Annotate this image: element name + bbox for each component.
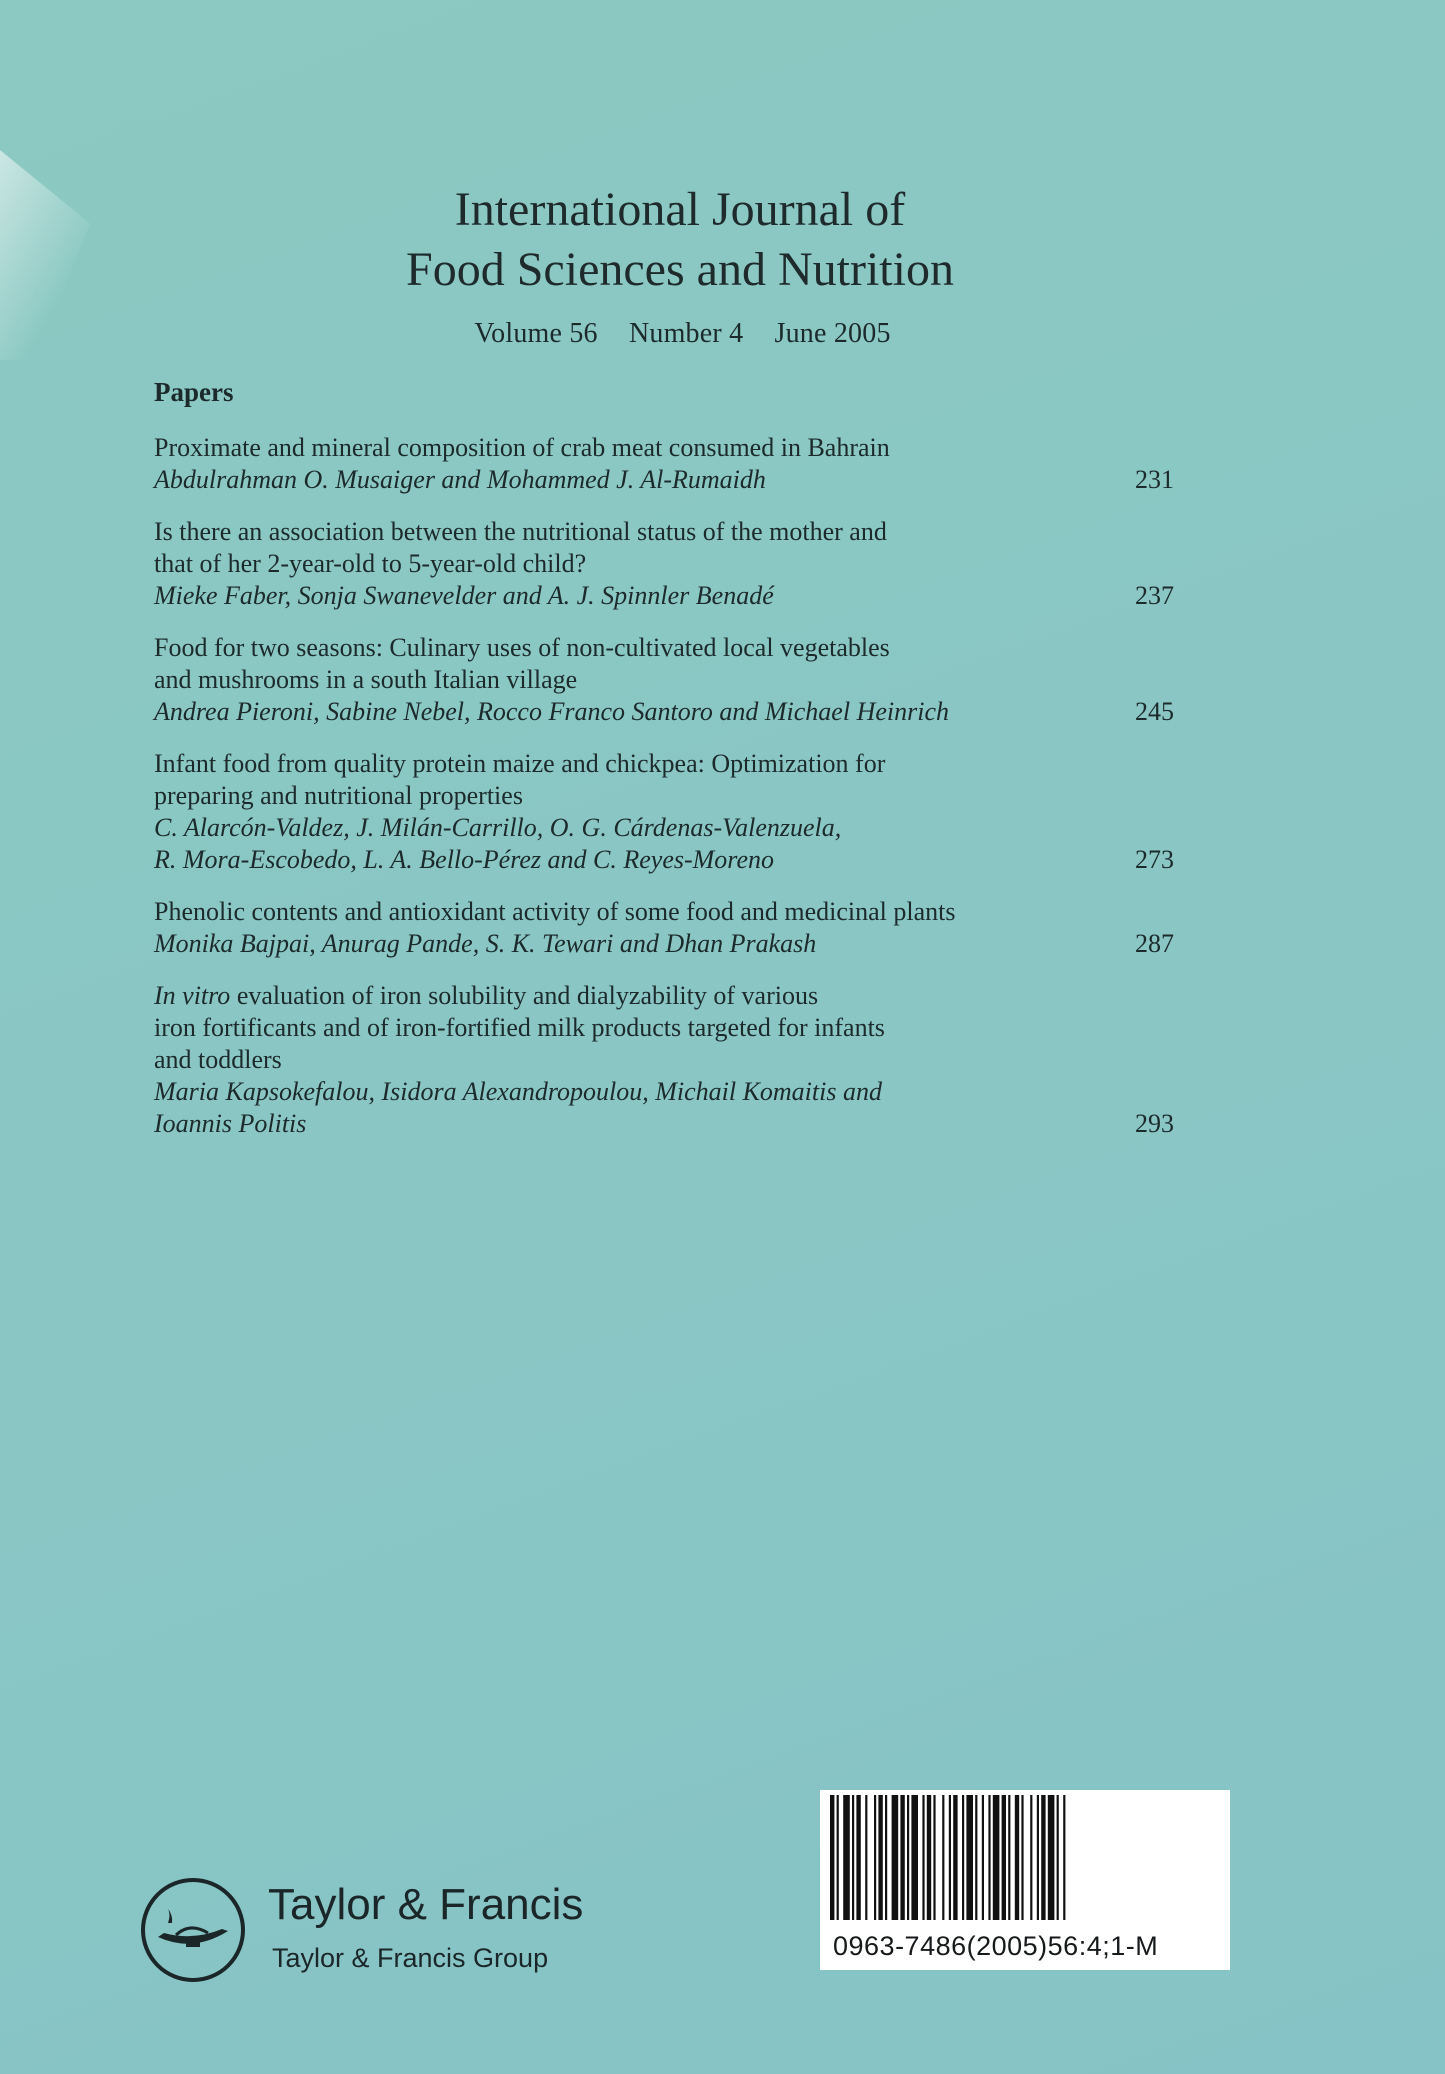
entry-title-line: preparing and nutritional properties [154, 781, 523, 810]
entry-title-line: Is there an association between the nutritional status of the mother and [154, 517, 887, 546]
entry-title-line: Phenolic contents and antioxidant activity of some food and medicinal plants [154, 897, 956, 926]
issue-info [0, 318, 1365, 350]
entry-title-line: that of her 2-year-old to 5-year-old child? [154, 549, 587, 578]
toc-entry [154, 896, 1174, 960]
issue-number: Number 4 [628, 318, 744, 349]
lamp-icon [138, 1875, 248, 1985]
publisher-group: Taylor & Francis Group [272, 1943, 549, 1973]
toc-entry [154, 432, 1174, 496]
entry-page-number: 231 [1135, 465, 1174, 494]
entry-title-line: Infant food from quality protein maize and chickpea: Optimization for [154, 749, 886, 778]
entry-authors-line: C. Alarcón-Valdez, J. Milán-Carrillo, O. G. Cárdenas-Valenzuela, [154, 813, 842, 842]
entry-title-line: Proximate and mineral composition of crab meat consumed in Bahrain [154, 433, 890, 462]
toc-entry [154, 748, 1174, 876]
entry-authors-line: R. Mora-Escobedo, L. A. Bello-Pérez and C. Reyes-Moreno [154, 845, 775, 874]
entry-title-line [154, 980, 1174, 1012]
section-heading: Papers [154, 377, 234, 407]
entry-title-italic: In vitro [154, 981, 231, 1010]
table-of-contents [154, 432, 1174, 1160]
issue-date: June 2005 [774, 318, 891, 349]
entry-authors-line: Monika Bajpai, Anurag Pande, S. K. Tewari and Dhan Prakash [154, 929, 817, 958]
entry-title-text: evaluation of iron solubility and dialyzability of various [230, 981, 819, 1010]
entry-page-number: 245 [1135, 697, 1174, 726]
entry-authors-line: Mieke Faber, Sonja Swanevelder and A. J. Spinnler Benadé [154, 581, 774, 610]
barcode-bars [820, 1790, 1230, 1925]
entry-page-number: 293 [1135, 1109, 1174, 1138]
entry-title-line: and mushrooms in a south Italian village [154, 665, 578, 694]
entry-page-number: 237 [1135, 581, 1174, 610]
entry-title-line: iron fortificants and of iron-fortified milk products targeted for infants [154, 1013, 885, 1042]
toc-entry [154, 632, 1174, 728]
entry-title-line: and toddlers [154, 1045, 282, 1074]
publisher-name: Taylor & Francis [268, 1880, 584, 1929]
entry-page-number: 273 [1135, 845, 1174, 874]
entry-authors-line: Maria Kapsokefalou, Isidora Alexandropoulou, Michail Komaitis and [154, 1077, 882, 1106]
journal-title-line-2: Food Sciences and Nutrition [406, 243, 954, 296]
toc-entry [154, 516, 1174, 612]
entry-authors-line: Ioannis Politis [154, 1109, 307, 1138]
toc-entry [154, 980, 1174, 1140]
volume: Volume 56 [474, 318, 598, 349]
barcode-number: 0963-7486(2005)56:4;1-M [833, 1931, 1159, 1961]
journal-title-line-1: International Journal of [454, 183, 906, 236]
entry-authors-line: Andrea Pieroni, Sabine Nebel, Rocco Franco Santoro and Michael Heinrich [154, 697, 949, 726]
entry-page-number: 287 [1135, 929, 1174, 958]
entry-authors-line: Abdulrahman O. Musaiger and Mohammed J. Al-Rumaidh [154, 465, 766, 494]
entry-title-line: Food for two seasons: Culinary uses of non-cultivated local vegetables [154, 633, 890, 662]
